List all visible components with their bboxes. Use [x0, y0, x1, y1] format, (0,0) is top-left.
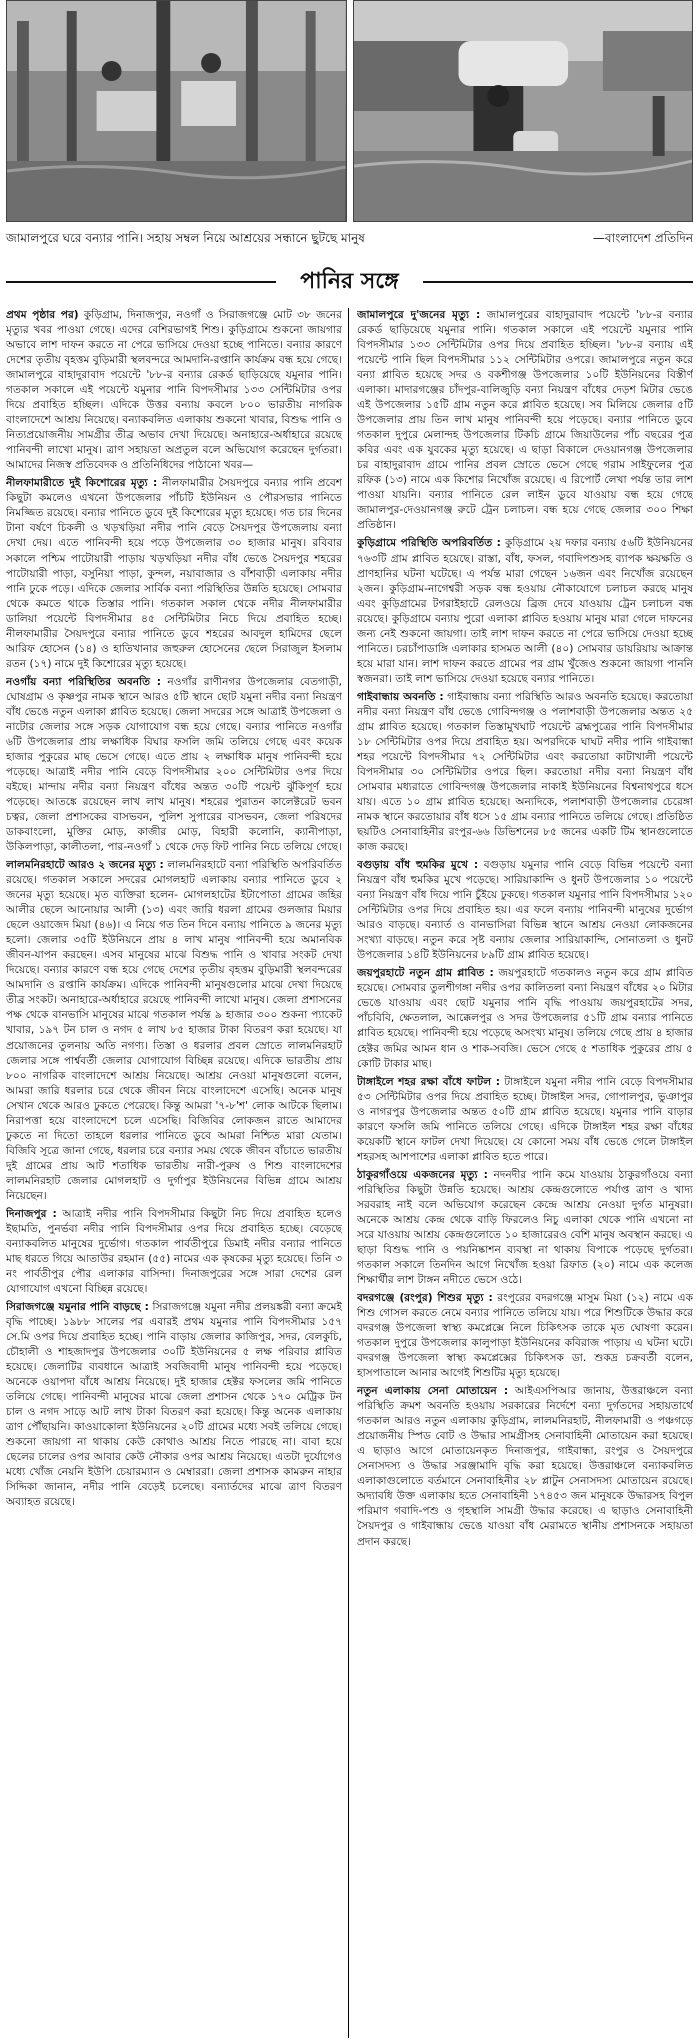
photo-strip — [0, 0, 699, 230]
paragraph-lead: নতুন এলাকায় সেনা মোতায়েন : — [357, 1385, 509, 1398]
paragraph-lead: জয়পুরহাটে নতুন গ্রাম প্লাবিত : — [357, 967, 494, 980]
paragraph-text: জামালপুরের বাহাদুরাবাদ পয়েন্টে '৮৮-র বন্যার রেকর্ড ছাড়িয়েছে যমুনার পানি। গতকাল সকালে এই পয়েন্টে যমুনার পানি বিপদসীমার ১৩৩ সেন্টিমিটার ওপর দিয়ে প্রবাহিত হচ্ছিল। '৮৮-র বন্যায় এই পয়েন্টে পানি ছিল বিপদসীমার ১১২ সেন্টিমিটার ওপরে। জামালপুরে নতুন করে বন্যা প্লাবিত হয়েছে সদর ও বকশীগঞ্জ উপজেলার ১০টি ইউনিয়নের বিস্তীর্ণ এলাকা। মাদারগঞ্জের চাঁদপুর-বালিজুড়ি বন্যা নিয়ন্ত্রণ বাঁধের দেড়শ মিটার ভেঙে এই উপজেলার ১৫টি গ্রাম নতুন করে প্লাবিত হয়েছে। সব মিলিয়ে জেলার ৫টি উপজেলার প্রায় তিন লাখ মানুষ পানিবন্দী হয়ে পড়েছে। বন্যার পানিতে ডুবে গতকাল দুপুরে মেলান্দহ উপজেলার টিকচি গ্রামে জিয়াউলের পাঁচ বছরের পুত্র কবির এবং এক যুবকের মৃত্যু হয়েছে। এ ছাড়া বিকালে দেওয়ানগঞ্জ উপজেলার চর বাহাদুরাবাদ গ্রামে পানির প্রবল স্রোতে ভেসে গেছে গরাম সাইফুলের পুত্র রফিক (১৩) নামে এক কিশোর নিখোঁজ রয়েছে। এ রিপোর্ট লেখা পর্যন্ত তার লাশ পাওয়া যায়নি। বন্যার পানিতে রেল লাইন ডুবে যাওয়ায় বন্ধ হয়ে গেছে জামালপুর-দেওয়ানগঞ্জ রুটে ট্রেন চলাচল। বন্ধ হয়ে গেছে জেলার ৩০০ শিক্ষা প্রতিষ্ঠান। — [357, 309, 693, 532]
paragraph-text: টাঙ্গাইলে যমুনা নদীর পানি বেড়ে বিপদসীমার ৫৩ সেন্টিমিটার ওপর দিয়ে প্রবাহিত হচ্ছে। টাঙ্গাইল সদর, গোপালপুর, ভুঞাপুর ও নাগরপুর উপজেলার অন্তত ৫০টি গ্রাম প্লাবিত হয়েছে। যমুনার পানি বাড়ার কারণে ফসলি জমি পানিতে তলিয়ে গেছে। এদিকে টাঙ্গাইল শহর রক্ষা বাঁধের কয়েকটি স্থানে ফাটল দেখা দিয়েছে। যে কোনো সময় বাঁধ ভেঙে গেলে টাঙ্গাইল শহরসহ আশপাশের এলাকা প্লাবিত হতে পারে। — [357, 1075, 693, 1163]
paragraph-lead: গাইবান্ধায় অবনতি : — [357, 690, 444, 703]
article-body — [6, 308, 693, 2038]
headline-row — [0, 262, 699, 302]
paragraph-lead: সিরাজগঞ্জে যমুনার পানি বাড়ছে : — [6, 1301, 149, 1314]
paragraph-lead: টাঙ্গাইলে শহর রক্ষা বাঁধে ফাটল : — [357, 1075, 501, 1088]
paragraph-text: জয়পুরহাটে গতকালও নতুন করে গ্রাম প্লাবিত হয়েছে। সোমবার তুলশীগঙ্গা নদীর ওপর কালিতলা বন্যা নিয়ন্ত্রণ বাঁধের ২০ মিটার ভেঙে যাওয়ায় এবং ছোট যমুনার পানি বৃদ্ধি পাওয়ায় জয়পুরহাটের সদর, পাঁচবিবি, ক্ষেতলাল, আক্কেলপুর ও সদর উপজেলার ৫১টি গ্রাম বন্যার পানিতে প্লাবিত হয়েছে। পানিবন্দী হয়ে পড়েছে অসংখ্য মানুষ। তলিয়ে গেছে প্রায় ৪ হাজার হেক্টর জমির আমন ধান ও শাক-সবজি। ভেসে গেছে ৫ শতাধিক পুকুরের প্রায় ৫ কোটি টাকার মাছ। — [357, 967, 693, 1070]
article-paragraph — [6, 675, 342, 855]
column-right — [357, 308, 693, 2038]
paragraph-text: নদনদীর পানি কমে যাওয়ায় ঠাকুরগাঁওয়ে বন্যা পরিস্থিতির কিছুটা উন্নতি হয়েছে। আশ্রয় কেন্দ্রগুলোতে পর্যাপ্ত ত্রাণ ও খাদ্য সরবরাহ নাই বলে অভিযোগ করেছেন কেন্দ্রে আশ্রয় নেওয়া দুর্গত মানুষরা। অনেকে আশ্রয় কেন্দ্র থেকে বাড়ি ফিরলেও নিচু এলাকা থেকে পানি এখনো না সরে যাওয়ায় আশ্রয় কেন্দ্রগুলোতে ১০ হাজারেরও বেশি মানুষ অবস্থান করছে। এ ছাড়া বিশুদ্ধ পানি ও পয়নিষ্কাশন ব্যবস্থা না থাকায় বিপাকে পড়েছে দুর্গতরা। গতকাল সকালে তিনদিন আগে নিখোঁজ হওয়া রিফাত (২০) নামে এক কলেজ শিক্ষার্থীর লাশ টাঙ্গন নদীতে ভেসে ওঠে। — [357, 1168, 693, 1286]
paragraph-text: সিরাজগঞ্জে যমুনা নদীর প্রলয়ঙ্করী বন্যা ক্রমেই বৃদ্ধি পাচ্ছে। ১৯৮৮ সালের পর এবারই প্রথম যমুনার পানি বিপদসীমার ১৫৭ সে.মি ওপর দিয়ে প্রবাহিত হচ্ছে। পানি বাড়ায় জেলার কাজিপুর, সদর, বেলকুচি, চৌহালী ও শাহজাদপুর উপজেলার ৩০টি ইউনিয়নের ৫ লক্ষ পরিবার প্লাবিত হয়েছে। জেলাটির ব্যবধানে আত্রাই সবজিবাদী মানুষ পানিবন্দী হয়ে পড়েছে। অনেকে ওয়াপদা বাঁধে আশ্রয় নিয়েছে। দুই হাজার হেক্টর ফসলের জমি পানিতে তলিয়ে গেছে। পানিবন্দী মানুষের মাঝে জেলা প্রশাসন থেকে ১৭০ মেট্রিক টন চাল ও নগদ সাড়ে আট লাখ টাকা বিতরণ করা হয়েছে। কিন্তু অনেক এলাকায় ত্রাণ পৌঁছায়নি। কাওয়াকোলা ইউনিয়নের ২০টি গ্রামের মধ্যে সবই তলিয়ে গেছে। শুকনো জায়গা না থাকায় কেউ কোথাও আশ্রয় নিতে পারছে না। বাবা হয়ে ছেলের চালের ওপর আবার কেউ নৌকার ওপর আশ্রয় নিয়েছে। এতটা দুর্যোগেও মধ্যে খোঁজ নেয়নি ইউপি চেয়ারম্যান ও মেম্বাররা। জেলা প্রশাসক কামরুন নাহার সিদ্দিকা জানান, নদীর পানি বেড়েই চলেছে। বন্যার্তদের মাঝে ত্রাণ বিতরণ অব্যাহত রয়েছে। — [6, 1301, 342, 1509]
photo-credit: —বাংলাদেশ প্রতিদিন — [592, 231, 693, 245]
article-paragraph — [357, 966, 693, 1071]
paragraph-text: কুড়িগ্রাম, দিনাজপুর, নওগাঁ ও সিরাজগঞ্জে মোট ৩৮ জনের মৃত্যুর খবর পাওয়া গেছে। এদের বেশিরভাগই শিশু। কুড়িগ্রামে শুকনো জায়গার অভাবে লাশ দাফন করতে না পেরে ভাসিয়ে দেওয়া হচ্ছে পানিতে। বন্যার কারণে দেশের তৃতীয় বৃহত্তম বুড়িমারী স্থলবন্দরে আমদানি-রপ্তানি কার্যক্রম বন্ধ হয়ে গেছে। জামালপুরে বাহাদুরাবাদ পয়েন্টে '৮৮-র বন্যার রেকর্ড ছাড়িয়েছে যমুনার পানি। গতকাল সকালে এই পয়েন্টে যমুনার পানি বিপদসীমার ১৩৩ সেন্টিমিটার ওপর দিয়ে প্রবাহিত হচ্ছিল। এদিকে উত্তর বন্যায় কবলে ৮০০ ভারতীয় নাগরিক বাংলাদেশে আশ্রয় নিয়েছে। বন্যাকবলিত এলাকায় শুকনো খাবার, বিশুদ্ধ পানি ও নিত্যপ্রয়োজনীয় সামগ্রীর তীব্র অভাব দেখা দিয়েছে। অনাহারে-অর্ধাহারে রয়েছে পানিবন্দী লাখো মানুষ। ত্রাণ সহায়তা অপ্রতুল বলে অভিযোগ করেছেন দুর্গতরা। আমাদের নিজস্ব প্রতিবেদক ও প্রতিনিধিদের পাঠানো খবর— — [6, 309, 342, 472]
paragraph-text: নওগাঁর রাণীনগর উপজেলার বেতগাড়ী, ঘোষগ্রাম ও কৃষ্ণপুর নামক স্থানে আরও ৫টি স্থানে ছোট যমুনা নদীর বন্যা নিয়ন্ত্রণ বাঁধ ভেঙে নতুন এলাকা প্লাবিত হয়েছে। জেলা সদরের সঙ্গে আত্রাই উপজেলা ও নাটোর জেলার সঙ্গে সড়ক যোগাযোগ বন্ধ হয়ে গেছে। বন্যার পানিতে নওগাঁর ৬টি উপজেলার প্রায় লক্ষাধিক বিঘার ফসলি জমি তলিয়ে গেছে এবং কয়েক হাজার পুকুরের মাছ ভেসে গেছে। এতে প্রায় ২ লক্ষাধিক মানুষ পানিবন্দী হয়ে পড়েছে। আত্রাই নদীর পানি বেড়ে বিপদসীমার ২০০ সেন্টিমিটার ওপর দিয়ে বইছে। মান্দায় নদীর বন্যা নিয়ন্ত্রণ বাঁধের অন্তত ৩০টি পয়েন্ট ঝুঁকিপূর্ণ হয়ে পড়েছে। আতঙ্কে রয়েছেন লাখ লাখ মানুষ। শহরের পুরাতন কালেক্টরেট ভবন চত্বর, জেলা প্রশাসকের বাসভবন, পুলিশ সুপারের বাসভবন, জেলা পরিষদের ডাকবাংলো, মুক্তির মোড়, কাজীর মোড়, বিহারী কলোনি, ক্যানীপাড়া, উকিলপাড়া, কালীতলা, পার-নওগাঁ ১ থেকে দেড় ফিট পানির নিচে তলিয়ে গেছে। — [6, 675, 342, 854]
paragraph-lead: লালমনিরহাটে আরও ২ জনের মৃত্যু : — [6, 859, 164, 872]
flood-evacuation-photo-art — [354, 1, 693, 221]
paragraph-lead: নওগাঁয় বন্যা পরিস্থিতির অবনতি : — [6, 675, 162, 688]
paragraph-lead: প্রথম পৃষ্ঠার পর) — [6, 309, 79, 321]
paragraph-lead: জামালপুরে দু'জনের মৃত্যু : — [357, 309, 481, 321]
article-paragraph — [6, 858, 342, 1204]
article-paragraph — [6, 1300, 342, 1510]
paragraph-text: কুড়িগ্রামে ২য় দফার বন্যায় ৫৬টি ইউনিয়নের ৭৬৩টি গ্রাম প্লাবিত হয়েছে। রাস্তা, বাঁধ, ফসল, গবাদিপশুসহ ব্যাপক ক্ষয়ক্ষতি ও প্রাণহানির ঘটনা ঘটেছে। এ পর্যন্ত মারা গেছেন ১৬জন এবং নিখোঁজ রয়েছেন ২জন। কুড়িগ্রাম-নাগেশ্বরী সড়ক বন্ধ হওয়ায় নৌকাযোগে চলাচল করছে মানুষ এবং কুড়িগ্রামের টগরাইহাটে রেলওয়ে ব্রিজ দেবে যাওয়ায় ট্রেন চলাচল বন্ধ রয়েছে। কুড়িগ্রামে বন্যায় পুরো এলাকা প্লাবিত হওয়ায় মানুষ মারা গেলে দাফনের জন্য নেই শুকনো জায়গা। তাই লাশ দাফন করতে না পেরে ভাসিয়ে দেওয়া হচ্ছে পানিতে। চরচাঁপাডাঙ্গি এলাকার হাসমত আলী (৪০) সোমবার ডায়রিয়ায় আক্রান্ত হয়ে মারা যান। লাশ দাফন করতে গ্রামের পর গ্রাম খুঁজেও শুকনো জায়গা পাননি স্বজনরা। তাই লাশ ভাসিয়ে দেওয়া হয়েছে বন্যার পানিতে। — [357, 537, 693, 685]
paragraph-text: লালমনিরহাটে বন্যা পরিস্থিতি অপরিবর্তিত রয়েছে। গতকাল সকালে সদরের মোগলহাট এলাকায় বন্যার পানিতে ডুবে ২ জনের মৃত্যু হয়েছে। মৃত ব্যক্তিরা হলেন- মোগলহাটের ইটাপোতা গ্রামের জহির আলীর ছেলে আনোয়ার আলী (১৩) এবং জারি ধরলা গ্রামের গুলজার মিয়ার ছেলে ওয়াজেদ মিয়া (৪৬)। এ নিয়ে গত তিন দিনে বন্যায় পানিতে ৯ জনের মৃত্যু হলো। জেলার ৩৫টি ইউনিয়নে প্রায় ৪ লাখ মানুষ পানিবন্দী হয়ে অমানবিক জীবন-যাপন করছেন। এসব মানুষের মাঝে বিশুদ্ধ পানি ও খাবার সংকট দেখা দিয়েছে। বন্যার কারণে বন্ধ হয়ে গেছে দেশের তৃতীয় বৃহত্তম বুড়িমারী স্থলবন্দরের আমদানি ও রপ্তানি কার্যক্রম। এদিকে পানিবন্দী মানুষগুলোর মাঝে দেখা দিয়েছে তীব্র সংকট। অনাহারে-অর্ধাহারে রয়েছে পানিবন্দী লাখো মানুষ। জেলা প্রশাসনের পক্ষ থেকে বানভাসি মানুষের মাঝে গতকাল পর্যন্ত ৯ হাজার ৩০০ শুকনা প্যাকেট খাবার, ১৯৭ টন চাল ও নগদ ৫ লাখ ৮৫ হাজার টাকা বিতরণ করা হয়েছে। যা প্রয়োজনের তুলনায় অতি নগণ্য। তিস্তা ও ধরলার প্রবল স্রোতে লালমনিরহাট জেলার সঙ্গে পার্শ্ববর্তী জেলার যোগাযোগ বিচ্ছিন্ন রয়েছে। এদিকে ভারতীয় প্রায় ৮০০ নাগরিক বাংলাদেশে আশ্রয় নিয়েছে। আশ্রয় নেওয়া মানুষগুলো বলেন, আমরা জারি ধরলার চরে থেকে জীবন নিয়ে বাংলাদেশে এসেছি। অনেক মানুষ সেখান থেকে আরও ঢুকতে পেরেছে। কিন্তু আমরা '৭-৮'শ' লোক আটকে ছিলাম। নিরাপত্তা হয়ে বাংলাদেশে চলে এসেছি। বিজিবির লোকজন রাতে আমাদের ঢুকতে না দিতো তাহলে ধরলার পানিতে ডুবে আমরা নিশ্চিত মারা যেতাম। বিজিবি সূত্রে জানা গেছে, ধরলার চরে বন্যার সময় থেকে জীবন বাঁচাতে ভারতীয় দুই গ্রামের প্রায় আট শতাধিক ভারতীয় নারী-পুরুষ ও শিশু বাংলাদেশের লালমনিরহাট জেলার মোগলহাট ও দুর্গাপুর ইউনিয়নের বিভিন্ন গ্রামে আশ্রয় নিয়েছেন। — [6, 859, 342, 1202]
caption-text: জামালপুরে ঘরে বন্যার পানি। সহায় সম্বল নিয়ে আশ্রয়ের সন্ধানে ছুটছে মানুষ — [6, 231, 365, 245]
paragraph-lead: ঠাকুরগাঁওয়ে একজনের মৃত্যু : — [357, 1168, 488, 1181]
paragraph-lead: বগুড়ায় বাঁধ হুমকির মুখে : — [357, 859, 479, 872]
article-paragraph — [6, 1207, 342, 1297]
paragraph-lead: নীলফামারীতে দুই কিশোরের মৃত্যু : — [6, 477, 158, 490]
photo-caption — [6, 228, 693, 252]
article-paragraph — [6, 308, 342, 473]
article-paragraph — [357, 1384, 693, 1549]
paragraph-text: আইএসপিআর জানায়, উত্তরাঞ্চলে বন্যা পরিস্থিতি ক্রমশ অবনতি হওয়ায় সরকারের নির্দেশে বন্যা দুর্গতদের সহায়তার্থে গতকাল আরও নতুন এলাকায় কুড়িগ্রাম, লালমনিরহাট, নীলফামারী ও পঞ্চগড়ে প্রয়োজনীয় স্পিড বোট ও উদ্ধার সামগ্রীসহ সেনাবাহিনী মোতায়েন করা হয়েছে। এ ছাড়াও আগে মোতায়েনকৃত দিনাজপুর, গাইবান্ধা, রংপুর ও সৈয়দপুরে সেনাসদস্য ও উদ্ধার সরঞ্জামাদি বৃদ্ধি করা হয়েছে। উত্তরাঞ্চলে বন্যাকবলিত এলাকাগুলোতে বর্তমানে সেনাবাহিনীর ২৮ প্লাটুন সেনাসদস্য মোতায়েন রয়েছে। অদ্যাবধি উক্ত এলাকায় হতে সেনাবাহিনী ১৭৪৫৩ জন মানুষকে উদ্ধারসহ বিপুল পরিমাণ গবাদি-পশু ও গৃহস্থালি সামগ্রী উদ্ধার করেছে। এ ছাড়াও সেনাবাহিনী সৈয়দপুর ও গাইবান্ধায় ভেঙে যাওয়া বাঁধ মেরামতে স্থানীয় প্রশাসনকে সহায়তা প্রদান করছে। — [357, 1385, 693, 1548]
article-headline: পানির সঙ্গে — [288, 264, 410, 301]
paragraph-lead: দিনাজপুর : — [6, 1207, 57, 1220]
headline-rule-left — [6, 281, 276, 283]
column-left — [6, 308, 349, 2038]
paragraph-text: আত্রাই নদীর পানি বিপদসীমার কিছুটা নিচ দিয়ে প্রবাহিত হলেও ইছামতি, পুনর্ভবা নদীর পানি বিপদসীমার ওপর দিয়ে প্রবাহিত হচ্ছে। বেড়েছে বন্যাকবলিত মানুষের দুর্ভোগ। গতকাল পার্বতীপুরে ডিমাই নদীর বন্যার পানিতে মাছ ধরতে গিয়ে আতাউর রহমান (৫৫) নামের এক কৃষকের মৃত্যু হয়েছে। তিনি ৩ নং পার্বতীপুর পৌর এলাকার বাসিন্দা। দিনাজপুরের সঙ্গে সারা দেশের রেল যোগাযোগ এখনো বিচ্ছিন্ন রয়েছে। — [6, 1207, 342, 1295]
article-paragraph — [357, 536, 693, 686]
article-paragraph — [357, 308, 693, 533]
article-paragraph — [357, 1291, 693, 1381]
paragraph-lead: বদরগঞ্জে (রংপুর) শিশুর মৃত্যু : — [357, 1292, 493, 1304]
headline-rule-right — [423, 281, 693, 283]
paragraph-lead: কুড়িগ্রামে পরিস্থিতি অপরিবর্তিত : — [357, 537, 501, 550]
flood-family-photo — [6, 0, 347, 222]
article-paragraph — [357, 1168, 693, 1288]
flood-evacuation-photo — [353, 0, 694, 222]
paragraph-text: গাইবান্ধায় বন্যা পরিস্থিতি আরও অবনতি হয়েছে। করতোয়া নদীর বন্যা নিয়ন্ত্রণ বাঁধ ভেঙে গোবিন্দগঞ্জ ও পলাশবাড়ী উপজেলার অন্তত ২৫ গ্রাম প্লাবিত হয়েছে। গতকাল তিস্তামুখঘাট পয়েন্টে ব্রহ্মপুত্রের পানি বিপদসীমার ১৮ সেন্টিমিটার ওপর দিয়ে প্রবাহিত হয়। অপরদিকে ঘাঘট নদীর পানি গাইবান্ধা শহর পয়েন্টে বিপদসীমার ৭২ সেন্টিমিটার এবং করতোয়া কাটাখালী পয়েন্টে বিপদসীমার ৩০ সেন্টিমিটার ওপরে ছিল। করতোয়া নদীর বন্যা নিয়ন্ত্রণ বাঁধ সোমবার মধ্যরাতে গোবিন্দগঞ্জ উপজেলার নাকাই ইউনিয়নের বিশ্বনাথপুরে ধসে যায়। এতে ১০ গ্রাম প্লাবিত হয়েছে। অন্যদিকে, পলাশবাড়ী উপজেলার চেরেঙ্গা নামক স্থানে করতোয়ার বাঁধ ধসে ১৫ গ্রাম বন্যার পানিতে তলিয়ে গেছে। প্রতিষ্ঠিত ছয়টিও সেনাবাহিনীর রংপুর-৬৬ ডিভিশনের ৮৫ জনের একটি টিম স্থানগুলোতে কাজ করছে। — [357, 690, 693, 854]
article-paragraph — [357, 1075, 693, 1165]
article-paragraph — [6, 476, 342, 671]
article-paragraph — [357, 690, 693, 855]
paragraph-text: বগুড়ায় যমুনার পানি বেড়ে বিভিন্ন পয়েন্টে বন্যা নিয়ন্ত্রণ বাঁধ হুমকির মুখে পড়েছে। সারিয়াকান্দি ও ধুনট উপজেলার ১০ পয়েন্টে বন্যা নিয়ন্ত্রণ বাঁধ দিয়ে পানি চুঁইয়ে ঢুকছে। গতকাল যমুনার পানি বিপদসীমার ১২০ সেন্টিমিটার ওপর দিয়ে প্রবাহিত হয়। এর ফলে বন্যায় পানিবন্দী মানুষের দুর্ভোগ আরও বাড়ছে। বন্যার্ত ও বানভাসিরা বিভিন্ন স্থানে আশ্রয় নেওয়া লোকজনের সংখ্যা বাড়ছে। নতুন করে সৃষ্ট বন্যায় জেলার সারিয়াকান্দি, সোনাতলা ও ধুনট উপজেলার ১৪টি ইউনিয়নের ৮৯টি গ্রাম প্লাবিত হয়েছে। — [357, 859, 693, 962]
paragraph-text: নীলফামারীর সৈয়দপুরে বন্যার পানি প্রবেশ কিছুটা কমলেও এখনো উপজেলার পাঁচটি ইউনিয়ন ও পৌরসভার পানিতে নিমজ্জিত রয়েছে। বন্যার পানিতে ডুবে দুই কিশোরের মৃত্যু হয়েছে। গত চার দিনের টানা বর্ষণে চিকলী ও খড়খড়িয়া নদীর পানি বেড়ে সৈয়দপুর উপজেলায় বন্যা দেখা দেয়। এতে পানিবন্দী হয়ে পড়ে উপজেলার ৩০ হাজার মানুষ। রবিবার সকালে পশ্চিম পাটোয়ারী পাড়ায় খড়খড়িয়া নদীর বাঁধ ভেঙে সৈয়দপুর শহরের পাটোয়ারী পাড়া, বসুনিয়া পাড়া, কুন্দল, নয়াবাজার ও বাঁশবাড়ী এলাকায় নদীর পানি ঢুকে পড়ে। এদিকে জেলার সার্বিক বন্যা পরিস্থিতির উন্নতি হয়েছে। সোমবার থেকে কমতে থাকে তিস্তার পানি। গতকাল সকাল থেকে নদীর নীলফামারীর ডালিয়া পয়েন্টে বিপদসীমার ৪৫ সেন্টিমিটার নিচে দিয়ে প্রবাহিত হচ্ছে। নীলফামারীর সৈয়দপুরে বন্যার পানিতে ডুবে শহরের আবদুল হামিদের ছেলে আরিফ হোসেন (১৪) ও হাতিখানার জহুরুল হোসেনের ছেলে সিরাজুল ইসলাম রতন (১৭) নামে দুই কিশোরের মৃত্যু হয়েছে। — [6, 477, 342, 670]
article-paragraph — [357, 858, 693, 963]
paragraph-text: রংপুরের বদরগঞ্জে মাসুম মিয়া (১২) নামে এক শিশু গোসল করতে নেমে বন্যার পানিতে তলিয়ে যায়। পরে শিশুটিকে উদ্ধার করে বদরগঞ্জ উপজেলা স্বাস্থ্য কমপ্লেক্সে নিলে চিকিৎসক তাকে মৃত ঘোষণা করেন। গতকাল দুপুরে উপজেলার কালুপাড়া ইউনিয়নের কবিরাজ পাড়ায় এ ঘটনা ঘটে। বদরগঞ্জ উপজেলা স্বাস্থ্য কমপ্লেক্সের চিকিৎসক ডা. শুকদ্র চক্রবর্তী বলেন, হাসপাতালে আনার আগেই শিশুটির মৃত্যু হয়েছে। — [357, 1292, 693, 1380]
flood-family-photo-art — [7, 1, 346, 221]
